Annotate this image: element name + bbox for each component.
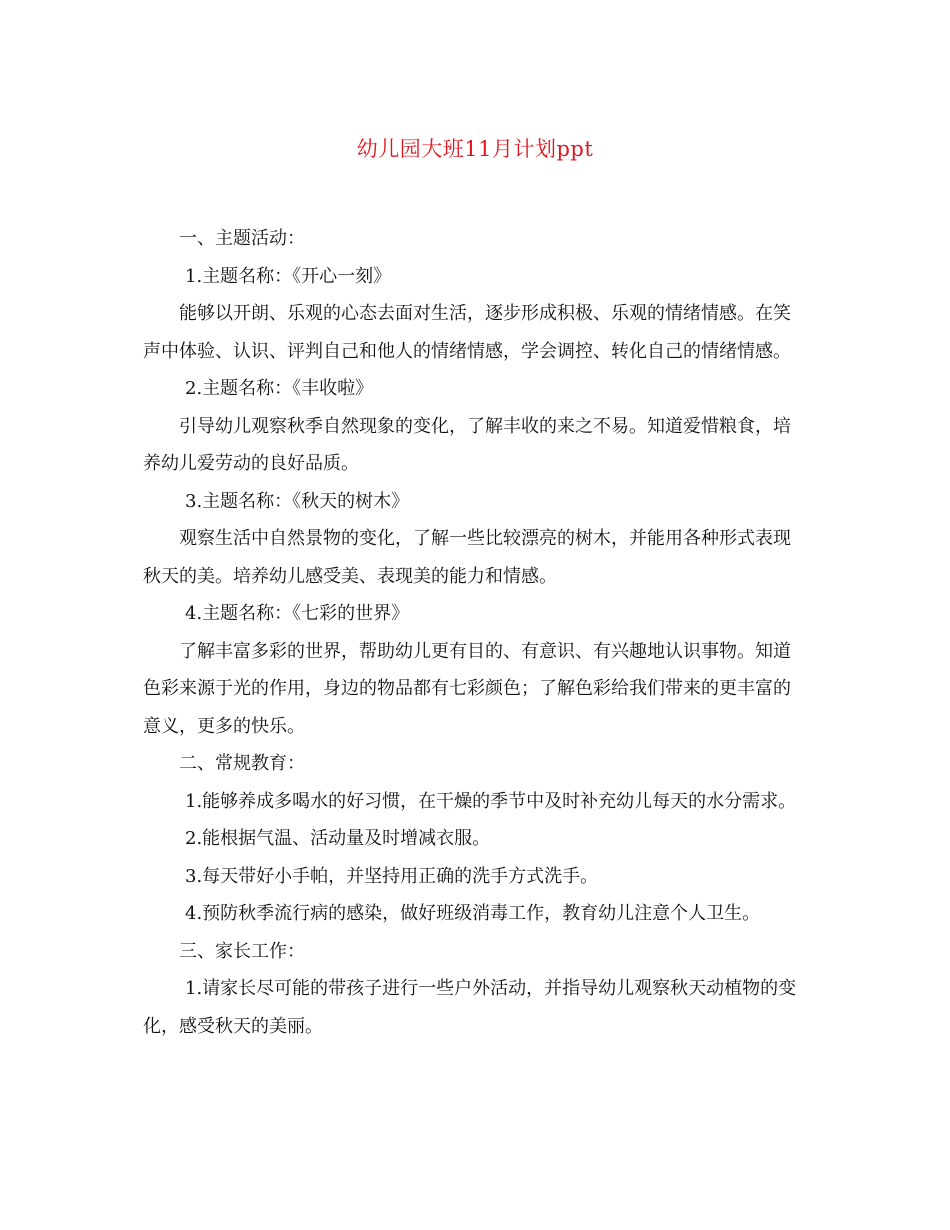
routine-item: 2.能根据气温、活动量及时增减衣服。 bbox=[185, 828, 491, 849]
routine-item: 3.每天带好小手帕，并坚持用正确的洗手方式洗手。 bbox=[185, 865, 599, 887]
section-heading: 二、常规教育： bbox=[179, 753, 305, 774]
routine-item: 4.预防秋季流行病的感染，做好班级消毒工作，教育幼儿注意个人卫生。 bbox=[185, 903, 761, 924]
theme-item: 4.主题名称：《七彩的世界》 bbox=[185, 603, 410, 624]
theme-description: 能够以开朗、乐观的心态去面对生活，逐步形成积极、乐观的情绪情感。在笑声中体验、认识、评判自己和他人的情绪情感，学会调控、转化自己的情绪情感。 bbox=[143, 303, 791, 362]
theme-description: 引导幼儿观察秋季自然现象的变化，了解丰收的来之不易。知道爱惜粮食，培养幼儿爱劳动的良好品质。 bbox=[143, 415, 791, 474]
section-heading: 三、家长工作： bbox=[179, 940, 305, 962]
document-title: 幼儿园大班11月计划ppt bbox=[356, 137, 594, 161]
document-body bbox=[143, 220, 798, 1045]
parent-work-item: 1.请家长尽可能的带孩子进行一些户外活动，并指导幼儿观察秋天动植物的变化，感受秋天的美丽。 bbox=[143, 978, 797, 1037]
theme-item: 2.主题名称：《丰收啦》 bbox=[185, 378, 374, 399]
routine-item: 1.能够养成多喝水的好习惯，在干燥的季节中及时补充幼儿每天的水分需求。 bbox=[185, 790, 797, 812]
theme-item: 1.主题名称：《开心一刻》 bbox=[185, 265, 392, 287]
theme-item: 3.主题名称：《秋天的树木》 bbox=[185, 490, 410, 512]
theme-description: 观察生活中自然景物的变化，了解一些比较漂亮的树木，并能用各种形式表现秋天的美。培养幼儿感受美、表现美的能力和情感。 bbox=[143, 528, 791, 587]
theme-description: 了解丰富多彩的世界，帮助幼儿更有目的、有意识、有兴趣地认识事物。知道色彩来源于光的作用，身边的物品都有七彩颜色；了解色彩给我们带来的更丰富的意义，更多的快乐。 bbox=[143, 640, 791, 737]
section-heading: 一、主题活动： bbox=[179, 228, 305, 249]
